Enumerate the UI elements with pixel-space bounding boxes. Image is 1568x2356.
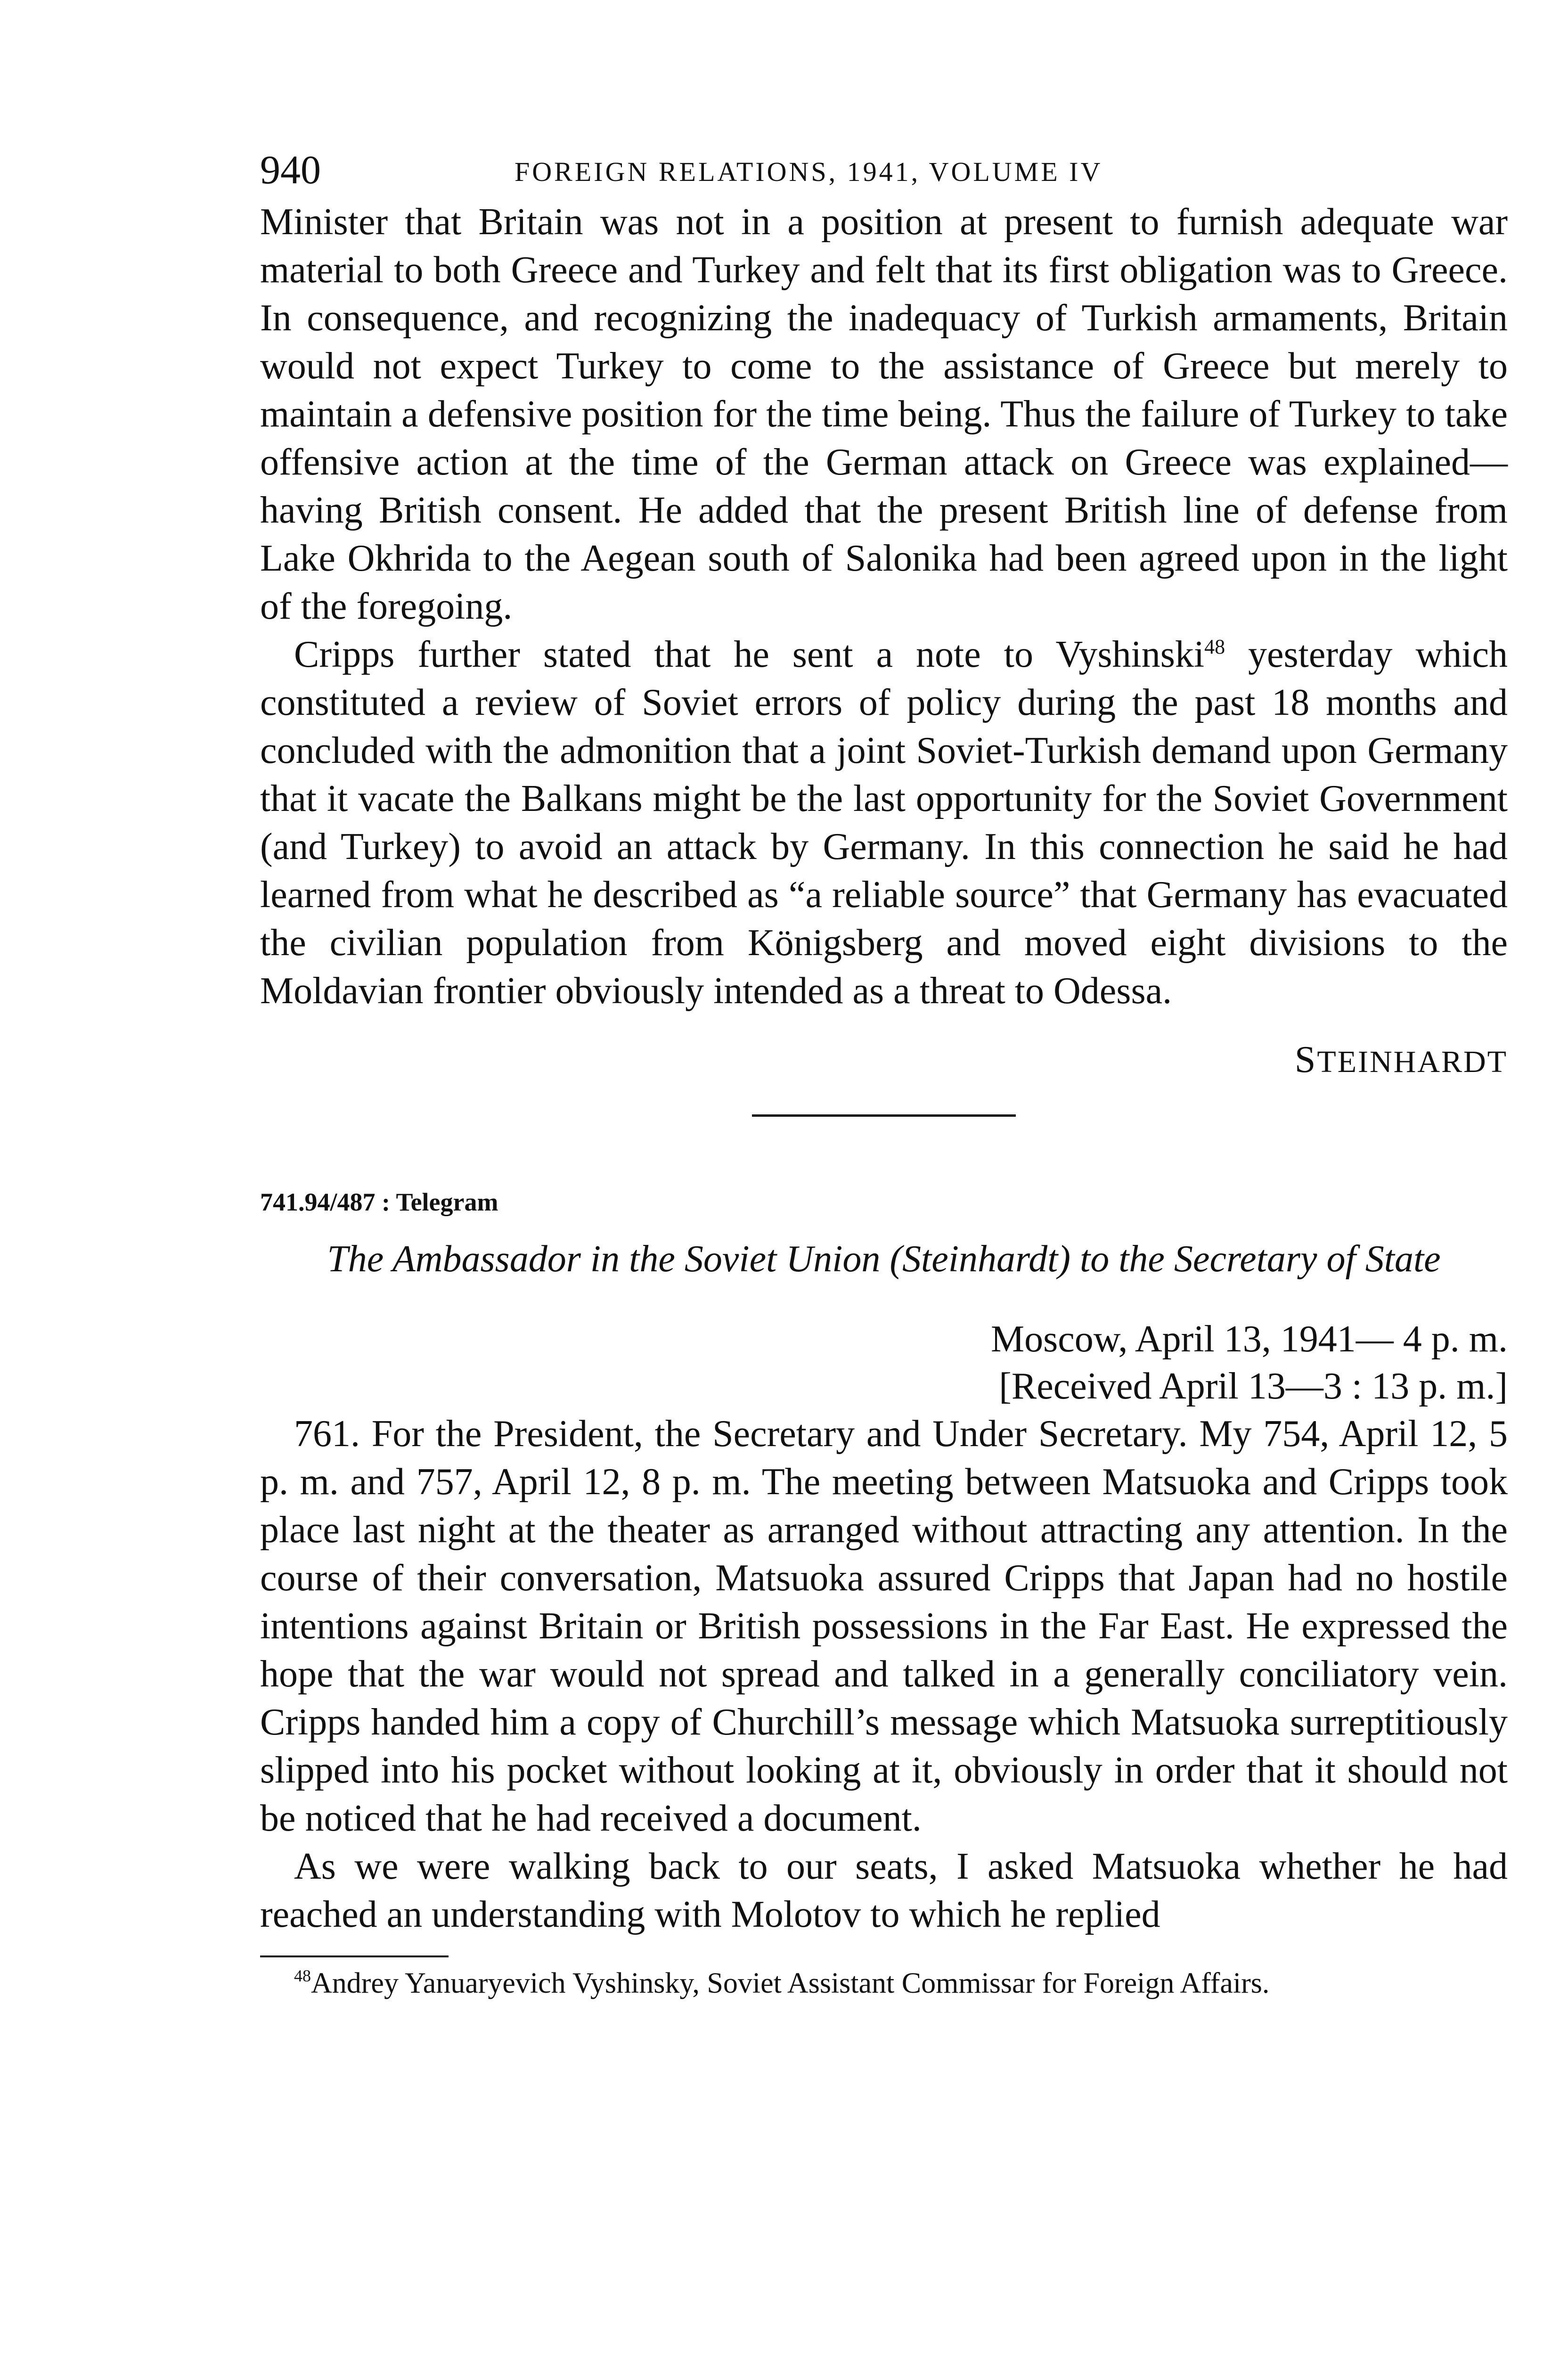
document-page xyxy=(260,141,1508,2002)
dateline xyxy=(260,1316,1508,1410)
section-divider xyxy=(752,1114,1016,1117)
footnote-rule xyxy=(260,1955,449,1957)
signature xyxy=(260,1039,1508,1081)
running-header xyxy=(260,141,1508,198)
received-dateline: [Received April 13—3 : 13 p. m.] xyxy=(999,1366,1508,1407)
file-reference: 741.94/487 : Telegram xyxy=(260,1188,498,1216)
sent-dateline: Moscow, April 13, 1941— 4 p. m. xyxy=(990,1318,1508,1360)
signature-rest: TEINHARDT xyxy=(1317,1045,1508,1079)
signature-initial: S xyxy=(1294,1039,1317,1080)
paragraph: Minister that Britain was not in a position at present to furnish adequate war material to both Greece and Turkey and felt that its first obligation was to Greece. In consequence, and recognizing the inadequacy of Turkish armaments, Britain would not expect Turkey to come to the assistance of Greece but merely to maintain a defensive position for the time being. Thus the failure of Turkey to take offensive action at the time of the German attack on Greece was explained—having British consent. He added that the present British line of defense from Lake Okhrida to the Aegean south of Salonika had been agreed upon in the light of the foregoing. xyxy=(260,201,1508,627)
paragraph: As we were walking back to our seats, I asked Matsuoka whether he had reached an understanding with Molotov to which he replied xyxy=(260,1846,1508,1935)
footnote-number: 48 xyxy=(294,1966,311,1985)
footnote xyxy=(260,1965,1508,2002)
document-heading: The Ambassador in the Soviet Union (Steinhardt) to the Secretary of State xyxy=(327,1238,1441,1280)
footnote-text: Andrey Yanuaryevich Vyshinsky, Soviet Assistant Commissar for Foreign Affairs. xyxy=(311,1967,1270,1999)
document-2-body xyxy=(260,1410,1508,1939)
document-1-body xyxy=(260,198,1508,1015)
paragraph xyxy=(260,630,1508,1015)
running-title: FOREIGN RELATIONS, 1941, VOLUME IV xyxy=(514,156,1103,187)
paragraph-text: Cripps further stated that he sent a note to Vyshinski xyxy=(294,634,1205,675)
page-number: 940 xyxy=(260,147,321,192)
paragraph: 761. For the President, the Secretary and Under Secretary. My 754, April 12, 5 p. m. and 757, April 12, 8 p. m. The meeting between Matsuoka and Cripps took place last night at the theater as arranged without attracting any attention. In the course of their conversation, Matsuoka assured Cripps that Japan had no hostile intentions against Britain or British possessions in the Far East. He expressed the hope that the war would not spread and talked in a generally conciliatory vein. Cripps handed him a copy of Churchill’s message which Matsuoka surreptitiously slipped into his pocket without looking at it, obviously in order that it should not be noticed that he had received a document. xyxy=(260,1413,1508,1839)
paragraph-text: yesterday which constituted a review of Soviet errors of policy during the past 18 months and concluded with the admonition that a joint Soviet-Turkish demand upon Germany that it vacate the Balkans might be the last opportunity for the Soviet Government (and Turkey) to avoid an attack by Germany. In this connection he said he had learned from what he described as “a reliable source” that Germany has evacuated the civilian population from Königsberg and moved eight divisions to the Moldavian frontier obviously intended as a threat to Odessa. xyxy=(260,634,1508,1012)
footnote-reference: 48 xyxy=(1204,635,1225,658)
